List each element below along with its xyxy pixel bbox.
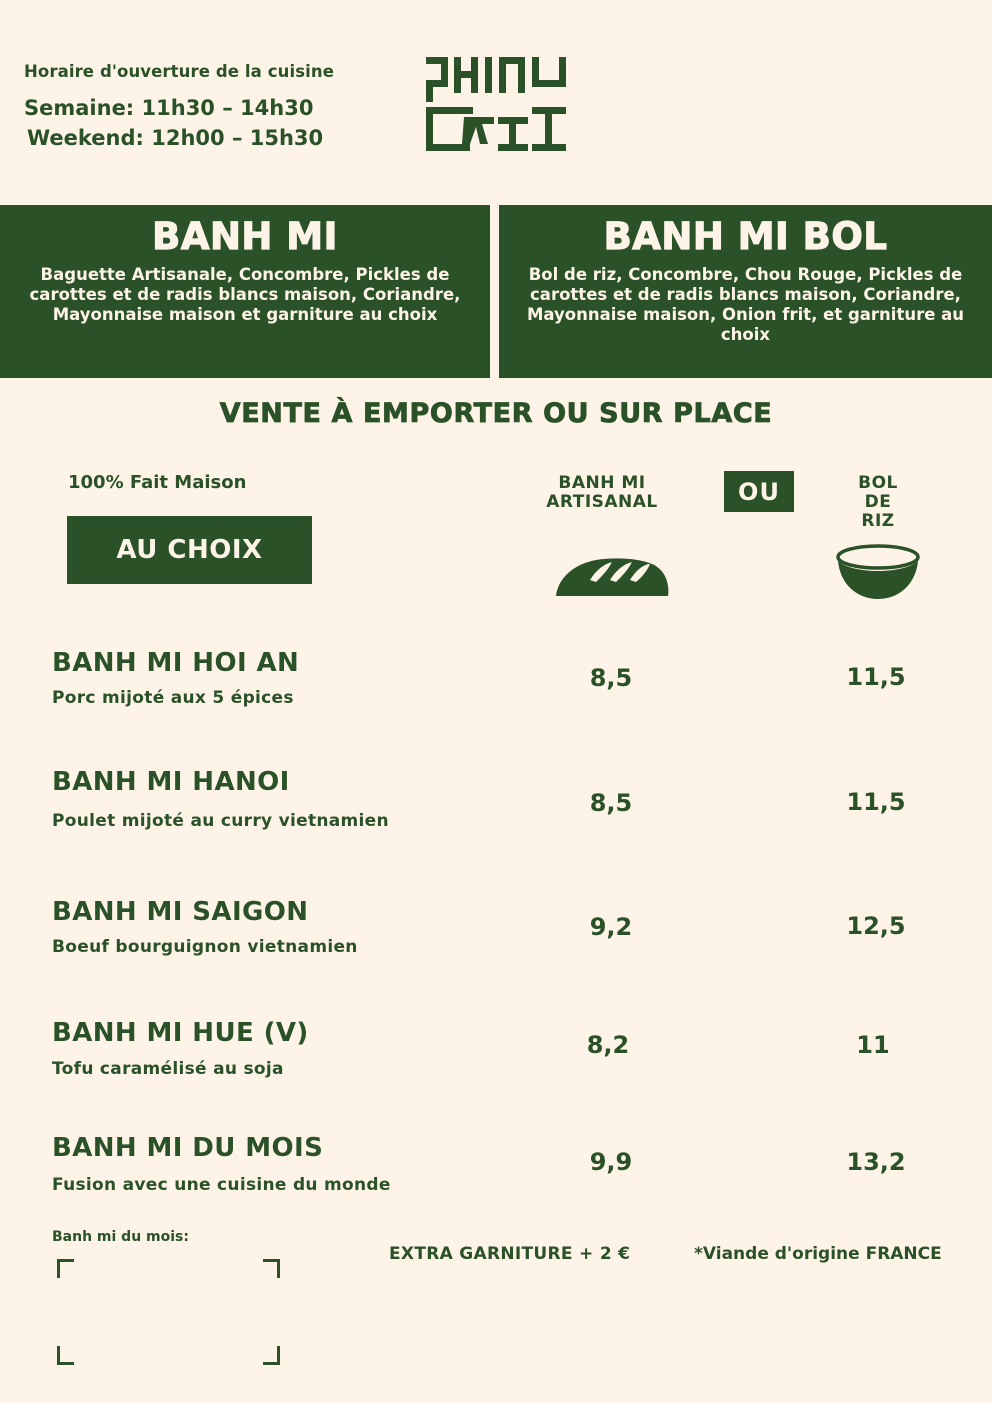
meat-origin-note: *Viande d'origine FRANCE	[694, 1244, 942, 1264]
item-description: Tofu caramélisé au soja	[52, 1059, 284, 1079]
column-banh-mi-label: BANH MI ARTISANAL	[546, 473, 658, 512]
item-name: BANH MI HANOI	[52, 767, 290, 797]
item-description: Boeuf bourguignon vietnamien	[52, 937, 358, 957]
service-subtitle: VENTE À EMPORTER OU SUR PLACE	[219, 398, 773, 429]
price-bol: 13,2	[846, 1148, 906, 1176]
banh-mi-bol-panel	[499, 205, 992, 378]
banh-mi-title: BANH MI	[152, 215, 338, 258]
banh-mi-description: Baguette Artisanale, Concombre, Pickles de carottes et de radis blancs maison, Coriandre, Mayonnaise maison et garniture au choix	[29, 265, 461, 324]
frame-corner-top-right	[263, 1259, 280, 1278]
au-choix-badge: AU CHOIX	[67, 516, 312, 584]
banh-mi-bol-description: Bol de riz, Concombre, Chou Rouge, Pickles de carottes et de radis blancs maison, Coriandre, Mayonnaise maison, Onion frit, et garniture au choix	[526, 265, 965, 344]
weekend-hours: Weekend: 12h00 – 15h30	[27, 126, 324, 150]
price-bol: 12,5	[846, 912, 906, 940]
price-banh-mi: 8,2	[586, 1031, 630, 1059]
price-banh-mi: 9,2	[589, 913, 633, 941]
column-bol-de-riz	[818, 474, 938, 531]
price-banh-mi: 9,9	[589, 1148, 633, 1176]
price-banh-mi: 8,5	[589, 789, 633, 817]
item-description: Porc mijoté aux 5 épices	[52, 688, 294, 708]
item-name: BANH MI DU MOIS	[52, 1133, 324, 1163]
price-bol: 11,5	[846, 788, 906, 816]
kitchen-hours-title: Horaire d'ouverture de la cuisine	[24, 62, 335, 81]
ou-badge: OU	[724, 471, 794, 512]
weekday-hours: Semaine: 11h30 – 14h30	[24, 96, 314, 120]
price-bol: 11	[856, 1031, 890, 1059]
column-bol-label: BOL DE RIZ	[858, 473, 898, 531]
banh-mi-panel	[0, 205, 490, 378]
item-description: Poulet mijoté au curry vietnamien	[52, 811, 389, 831]
item-description: Fusion avec une cuisine du monde	[52, 1175, 391, 1195]
item-name: BANH MI SAIGON	[52, 897, 309, 927]
extra-garniture-note: EXTRA GARNITURE + 2 €	[389, 1244, 631, 1264]
bowl-icon	[834, 543, 922, 601]
price-bol: 11,5	[846, 663, 906, 691]
item-name: BANH MI HUE (V)	[52, 1018, 309, 1048]
item-name: BANH MI HOI AN	[52, 648, 300, 678]
frame-corner-bottom-left	[57, 1346, 74, 1365]
bread-icon	[552, 552, 672, 602]
price-banh-mi: 8,5	[589, 664, 633, 692]
banh-mi-bol-title: BANH MI BOL	[603, 215, 888, 258]
frame-corner-top-left	[57, 1259, 74, 1278]
fait-maison-label: 100% Fait Maison	[68, 472, 247, 493]
brand-logo	[424, 55, 568, 153]
column-banh-mi-artisanal	[512, 474, 692, 512]
du-mois-label: Banh mi du mois:	[52, 1229, 189, 1245]
frame-corner-bottom-right	[263, 1346, 280, 1365]
